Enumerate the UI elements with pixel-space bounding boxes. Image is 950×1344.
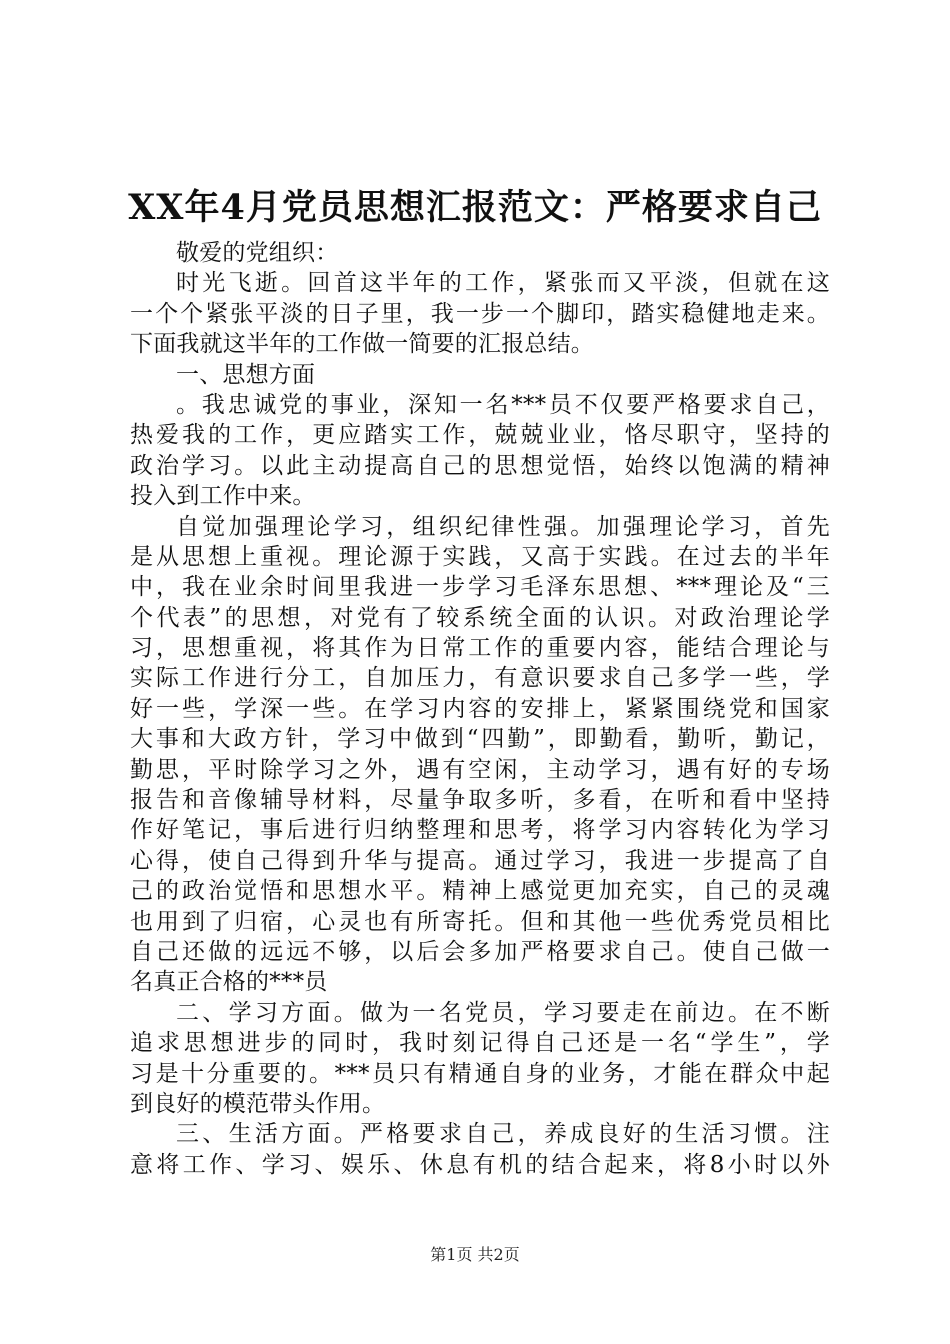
paragraph-line: 个代表”的思想，对党有了较系统全面的认识。对政治理论学 (130, 604, 830, 631)
paragraph-line: 习，思想重视，将其作为日常工作的重要内容，能结合理论与 (130, 635, 830, 662)
paragraph-line: 是从思想上重视。理论源于实践，又高于实践。在过去的半年 (130, 543, 830, 570)
paragraph-line: 时光飞逝。回首这半年的工作，紧张而又平淡，但就在这 (176, 270, 830, 297)
paragraph-line: 投入到工作中来。 (130, 483, 316, 510)
paragraph-line: 作好笔记，事后进行归纳整理和思考，将学习内容转化为学习 (130, 817, 830, 844)
paragraph-line: 。我忠诚党的事业，深知一名***员不仅要严格要求自己， (176, 391, 830, 418)
document-title: XX年4月党员思想汇报范文：严格要求自己 (128, 187, 822, 228)
paragraph-line: 热爱我的工作，更应踏实工作，兢兢业业，恪尽职守，坚持的 (130, 422, 830, 449)
paragraph-line: 一个个紧张平淡的日子里，我一步一个脚印，踏实稳健地走来。 (130, 300, 830, 327)
paragraph-line: 下面我就这半年的工作做一简要的汇报总结。 (130, 331, 594, 358)
paragraph-line: 政治学习。以此主动提高自己的思想觉悟，始终以饱满的精神 (130, 452, 830, 479)
paragraph-line: 实际工作进行分工，自加压力，有意识要求自己多学一些，学 (130, 665, 830, 692)
document-body (130, 238, 830, 1180)
salutation-line: 敬爱的党组织： (176, 240, 339, 266)
paragraph-line: 心得，使自己得到升华与提高。通过学习，我进一步提高了自 (130, 847, 830, 874)
paragraph-line: 好一些，学深一些。在学习内容的安排上，紧紧围绕党和国家 (130, 695, 830, 722)
paragraph-line: 己的政治觉悟和思想水平。精神上感觉更加充实，自己的灵魂 (130, 878, 830, 905)
paragraph-line: 报告和音像辅导材料，尽量争取多听，多看，在听和看中坚持 (130, 787, 830, 814)
paragraph-line: 到良好的模范带头作用。 (130, 1090, 386, 1117)
paragraph-line: 大事和大政方针，学习中做到“四勤”，即勤看，勤听，勤记， (130, 726, 830, 753)
section-heading: 一、思想方面 (176, 361, 316, 388)
paragraph-line: 二、学习方面。做为一名党员，学习要走在前边。在不断 (176, 999, 830, 1026)
paragraph-line: 追求思想进步的同时，我时刻记得自己还是一名“学生”，学 (130, 1030, 830, 1057)
paragraph-line: 勤思，平时除学习之外，遇有空闲，主动学习，遇有好的专场 (130, 756, 830, 783)
page-number-footer: 第1页 共2页 (430, 1245, 520, 1264)
paragraph-line: 自觉加强理论学习，组织纪律性强。加强理论学习，首先 (176, 513, 830, 540)
paragraph-line: 自己还做的远远不够，以后会多加严格要求自己。使自己做一 (130, 938, 830, 965)
paragraph-line: 三、生活方面。严格要求自己，养成良好的生活习惯。注 (176, 1121, 830, 1148)
paragraph-line: 中，我在业余时间里我进一步学习毛泽东思想、***理论及“三 (130, 574, 830, 601)
paragraph-line: 意将工作、学习、娱乐、休息有机的结合起来，将8小时以外 (130, 1151, 830, 1178)
paragraph-line: 也用到了归宿，心灵也有所寄托。但和其他一些优秀党员相比 (130, 908, 830, 935)
paragraph-line: 名真正合格的***员 (130, 969, 328, 996)
paragraph-line: 习是十分重要的。***员只有精通自身的业务，才能在群众中起 (130, 1060, 830, 1087)
